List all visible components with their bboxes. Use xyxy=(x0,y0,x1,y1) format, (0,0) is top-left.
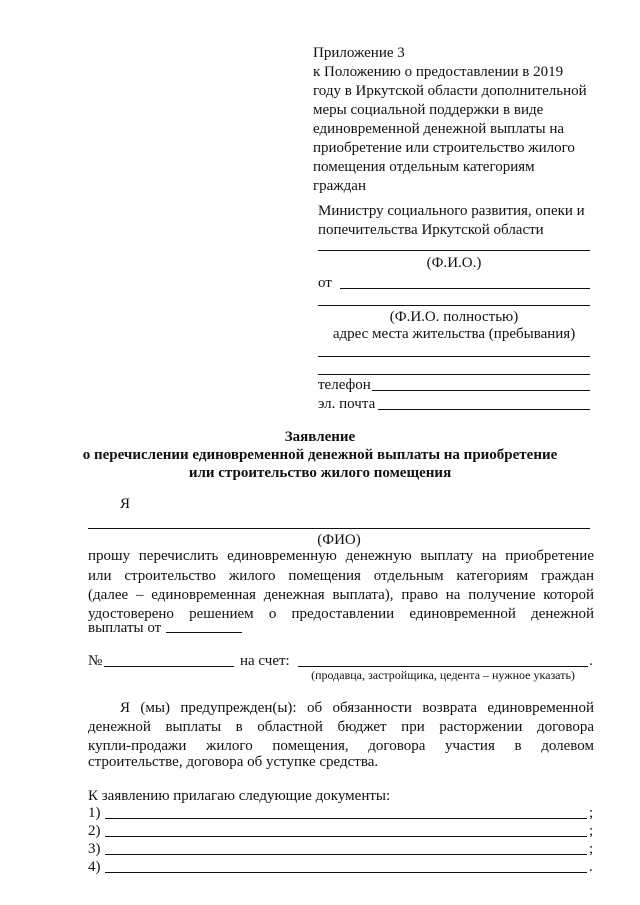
request-line: прошу перечислить единовременную денежную выплату на приобретение xyxy=(88,548,594,564)
applicant-fio-caption: (ФИО) xyxy=(317,532,361,548)
appendix-line: году в Иркутской области дополнительной xyxy=(313,83,587,99)
doc-field[interactable] xyxy=(105,854,587,855)
address-caption: адрес места жительства (пребывания) xyxy=(332,326,576,342)
account-caption: (продавца, застройщика, цедента – нужное указать) xyxy=(311,668,575,682)
addressee-name-line[interactable] xyxy=(318,250,590,251)
from-label: от xyxy=(318,275,332,291)
warning-line: Я (мы) предупрежден(ы): об обязанности возврата единовременной xyxy=(120,700,594,716)
email-field[interactable] xyxy=(378,409,590,410)
doc-end: ; xyxy=(589,805,594,821)
appendix-line: Приложение 3 xyxy=(313,45,405,61)
address-line-1[interactable] xyxy=(318,356,590,357)
applicant-name-field[interactable] xyxy=(88,528,590,529)
appendix-line: помещения отдельным категориям xyxy=(313,159,535,175)
ya-label: Я xyxy=(120,496,131,512)
warning-line: купли-продажи жилого помещения, договора участия в долевом xyxy=(88,738,594,754)
title-line1: Заявление xyxy=(284,429,356,445)
appendix-line: единовременной денежной выплаты на xyxy=(313,121,565,137)
doc-end: ; xyxy=(589,823,594,839)
phone-field[interactable] xyxy=(372,390,590,391)
account-holder-field[interactable] xyxy=(298,666,588,667)
doc-number: 3) xyxy=(88,841,101,857)
doc-field[interactable] xyxy=(105,818,587,819)
account-end: . xyxy=(589,653,593,669)
number-sign: № xyxy=(88,653,103,669)
from-name-line-2[interactable] xyxy=(318,305,590,306)
addressee-line2: попечительства Иркутской области xyxy=(318,222,544,238)
address-line-2[interactable] xyxy=(318,374,590,375)
warning-last-line: строительстве, договора об уступке средства. xyxy=(88,754,379,770)
account-label: на счет: xyxy=(240,653,290,669)
request-last-line: выплаты от xyxy=(88,620,162,636)
doc-number: 1) xyxy=(88,805,101,821)
request-line: или строительство жилого помещения отдельным категориям граждан xyxy=(88,568,594,584)
doc-end: ; xyxy=(589,841,594,857)
request-line: удостоверено решением о предоставлении единовременной денежной xyxy=(88,606,594,622)
decision-date-field[interactable] xyxy=(166,632,242,633)
email-label: эл. почта xyxy=(318,396,376,412)
doc-field[interactable] xyxy=(105,872,587,873)
doc-end: . xyxy=(589,859,593,875)
doc-number: 4) xyxy=(88,859,101,875)
title-line3: или строительство жилого помещения xyxy=(188,465,452,481)
appendix-line: к Положению о предоставлении в 2019 xyxy=(313,64,564,80)
appendix-line: приобретение или строительство жилого xyxy=(313,140,575,156)
appendix-line: граждан xyxy=(313,178,366,194)
request-line: (далее – единовременная денежная выплата), право на получение которой xyxy=(88,587,594,603)
phone-label: телефон xyxy=(318,377,371,393)
from-name-line[interactable] xyxy=(340,288,590,289)
warning-line: денежной выплаты в областной бюджет при расторжении договора xyxy=(88,719,594,735)
doc-number: 2) xyxy=(88,823,101,839)
doc-field[interactable] xyxy=(105,836,587,837)
appendix-line: меры социальной поддержки в виде xyxy=(313,102,544,118)
addressee-line1: Министру социального развития, опеки и xyxy=(318,203,585,219)
title-line2: о перечислении единовременной денежной выплаты на приобретение xyxy=(82,447,558,463)
fio-full-caption: (Ф.И.О. полностью) xyxy=(389,309,519,325)
attach-intro: К заявлению прилагаю следующие документы: xyxy=(88,788,391,804)
fio-caption: (Ф.И.О.) xyxy=(426,255,482,271)
account-number-field[interactable] xyxy=(104,666,234,667)
